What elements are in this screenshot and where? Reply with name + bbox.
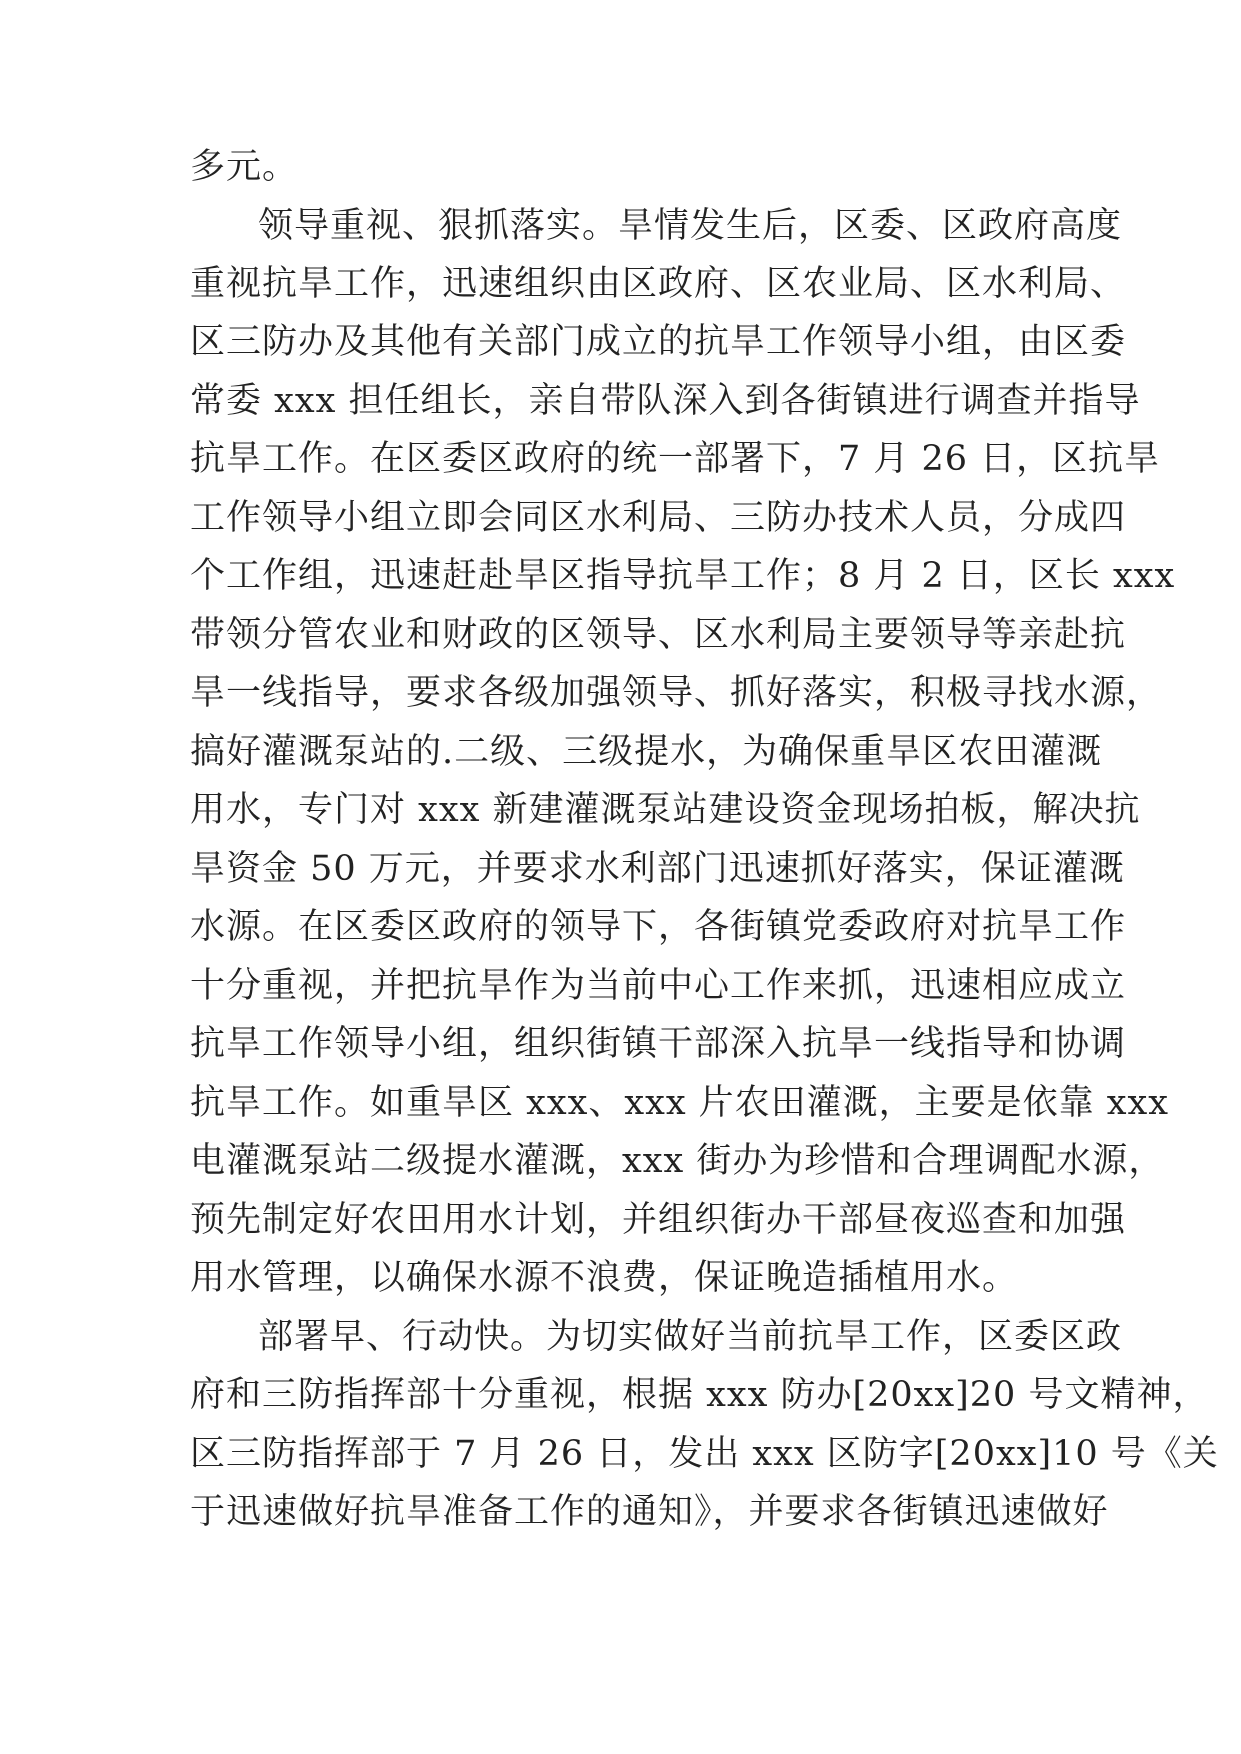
paragraph-start-line: 部署早、行动快。为切实做好当前抗旱工作，区委区政 xyxy=(258,1317,1123,1357)
paragraph-start-line: 领导重视、狠抓落实。旱情发生后，区委、区政府高度 xyxy=(258,206,1123,246)
text-line: 抗旱工作。如重旱区 xxx、xxx 片农田灌溉，主要是依靠 xxx xyxy=(190,1083,1170,1123)
text-line: 常委 xxx 担任组长，亲自带队深入到各街镇进行调查并指导 xyxy=(190,381,1141,421)
text-line: 旱一线指导，要求各级加强领导、抓好落实，积极寻找水源， xyxy=(190,673,1163,713)
text-line: 旱资金 50 万元，并要求水利部门迅速抓好落实，保证灌溉 xyxy=(190,849,1125,889)
text-line: 搞好灌溉泵站的.二级、三级提水，为确保重旱区农田灌溉 xyxy=(190,732,1103,772)
text-line: 重视抗旱工作，迅速组织由区政府、区农业局、区水利局、 xyxy=(190,264,1127,304)
text-line: 于迅速做好抗旱准备工作的通知》，并要求各街镇迅速做好 xyxy=(190,1492,1109,1532)
text-line: 府和三防指挥部十分重视，根据 xxx 防办[20xx]20 号文精神， xyxy=(190,1375,1209,1415)
text-line: 用水，专门对 xxx 新建灌溉泵站建设资金现场拍板，解决抗 xyxy=(190,790,1141,830)
text-line: 电灌溉泵站二级提水灌溉，xxx 街办为珍惜和合理调配水源， xyxy=(190,1141,1165,1181)
text-line: 个工作组，迅速赶赴旱区指导抗旱工作；8 月 2 日，区长 xxx xyxy=(190,556,1176,596)
text-line: 区三防办及其他有关部门成立的抗旱工作领导小组，由区委 xyxy=(190,322,1127,362)
text-line: 十分重视，并把抗旱作为当前中心工作来抓，迅速相应成立 xyxy=(190,966,1127,1006)
text-line: 多元。 xyxy=(190,147,299,187)
text-line: 抗旱工作。在区委区政府的统一部署下，7 月 26 日，区抗旱 xyxy=(190,439,1161,479)
text-line: 用水管理，以确保水源不浪费，保证晚造插植用水。 xyxy=(190,1258,1019,1298)
text-line: 工作领导小组立即会同区水利局、三防办技术人员，分成四 xyxy=(190,498,1127,538)
text-line: 抗旱工作领导小组，组织街镇干部深入抗旱一线指导和协调 xyxy=(190,1024,1127,1064)
text-line: 水源。在区委区政府的领导下，各街镇党委政府对抗旱工作 xyxy=(190,907,1127,947)
text-line: 带领分管农业和财政的区领导、区水利局主要领导等亲赴抗 xyxy=(190,615,1127,655)
text-line: 区三防指挥部于 7 月 26 日，发出 xxx 区防字[20xx]10 号《关 xyxy=(190,1434,1219,1474)
text-line: 预先制定好农田用水计划，并组织街办干部昼夜巡查和加强 xyxy=(190,1200,1127,1240)
